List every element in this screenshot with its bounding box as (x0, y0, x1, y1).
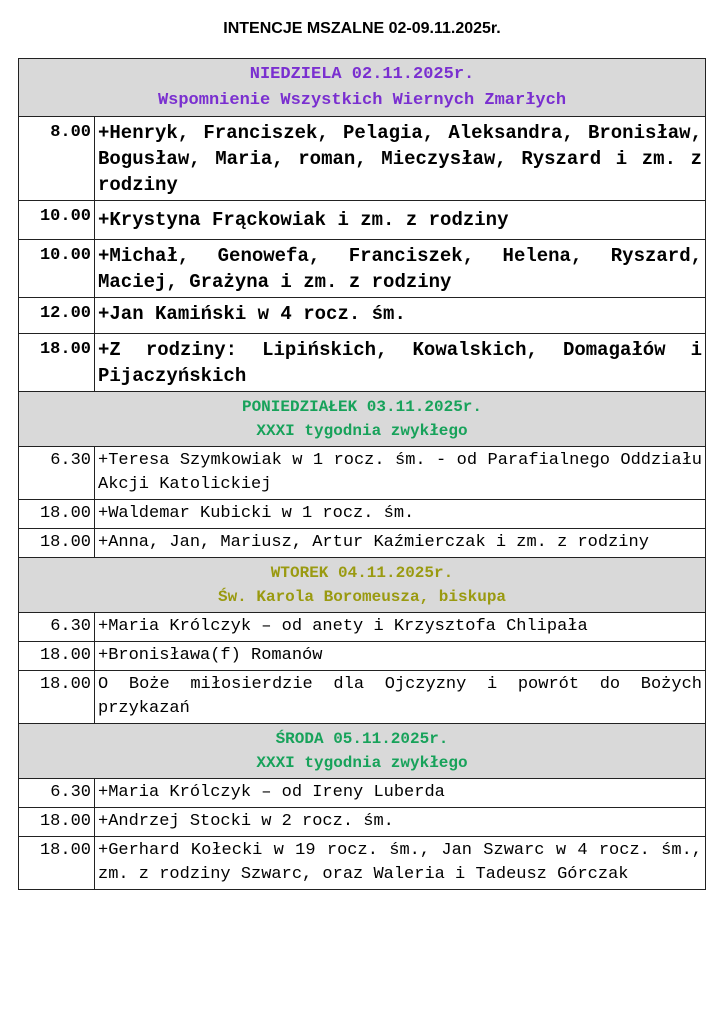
mass-time: 12.00 (19, 298, 95, 334)
day-date: NIEDZIELA 02.11.2025r. (249, 64, 475, 84)
mass-intention: +Anna, Jan, Mariusz, Artur Kaźmierczak i zm. z rodziny (95, 529, 706, 558)
mass-row (19, 500, 706, 529)
mass-row (19, 117, 706, 201)
mass-row (19, 529, 706, 558)
mass-intention: O Boże miłosierdzie dla Ojczyzny i powrót do Bożych przykazań (95, 671, 706, 724)
day-date: WTOREK 04.11.2025r. (270, 564, 454, 582)
mass-time: 10.00 (19, 240, 95, 298)
mass-time: 10.00 (19, 201, 95, 240)
mass-row (19, 447, 706, 500)
mass-intention: +Waldemar Kubicki w 1 rocz. śm. (95, 500, 706, 529)
mass-row (19, 298, 706, 334)
day-header-wednesday (19, 724, 706, 779)
mass-row (19, 642, 706, 671)
mass-intention: +Michał, Genowefa, Franciszek, Helena, Ryszard, Maciej, Grażyna i zm. z rodziny (95, 240, 706, 298)
mass-time: 18.00 (19, 671, 95, 724)
mass-time: 6.30 (19, 447, 95, 500)
mass-time: 18.00 (19, 808, 95, 837)
mass-row (19, 808, 706, 837)
mass-time: 18.00 (19, 500, 95, 529)
day-feast: Św. Karola Boromeusza, biskupa (217, 588, 507, 606)
mass-intention: +Jan Kamiński w 4 rocz. śm. (95, 298, 706, 334)
mass-intention: +Teresa Szymkowiak w 1 rocz. śm. - od Parafialnego Oddziału Akcji Katolickiej (95, 447, 706, 500)
mass-intention: +Henryk, Franciszek, Pelagia, Aleksandra, Bronisław, Bogusław, Maria, roman, Mieczysław, Ryszard i zm. z rodziny (95, 117, 706, 201)
day-header-tuesday (19, 558, 706, 613)
mass-time: 6.30 (19, 613, 95, 642)
mass-intention: +Maria Królczyk – od Ireny Luberda (95, 779, 706, 808)
mass-row (19, 837, 706, 890)
mass-intention: +Bronisława(f) Romanów (95, 642, 706, 671)
day-feast: XXXI tygodnia zwykłego (256, 422, 468, 440)
day-feast: Wspomnienie Wszystkich Wiernych Zmarłych (157, 90, 567, 110)
mass-time: 18.00 (19, 642, 95, 671)
mass-intention: +Andrzej Stocki w 2 rocz. śm. (95, 808, 706, 837)
mass-row (19, 334, 706, 392)
day-header-cell (19, 392, 706, 447)
mass-intention: +Krystyna Frąckowiak i zm. z rodziny (95, 201, 706, 240)
day-header-cell (19, 59, 706, 117)
mass-row (19, 240, 706, 298)
mass-row (19, 201, 706, 240)
mass-time: 18.00 (19, 334, 95, 392)
mass-intention: +Maria Królczyk – od anety i Krzysztofa Chlipała (95, 613, 706, 642)
day-header-sunday (19, 59, 706, 117)
intentions-table (18, 58, 706, 890)
mass-time: 18.00 (19, 837, 95, 890)
mass-time: 8.00 (19, 117, 95, 201)
day-header-cell (19, 724, 706, 779)
mass-row (19, 613, 706, 642)
day-date: ŚRODA 05.11.2025r. (275, 730, 449, 748)
day-header-cell (19, 558, 706, 613)
mass-time: 6.30 (19, 779, 95, 808)
day-date: PONIEDZIAŁEK 03.11.2025r. (241, 398, 483, 416)
day-feast: XXXI tygodnia zwykłego (256, 754, 468, 772)
day-header-monday (19, 392, 706, 447)
mass-intention: +Gerhard Kołecki w 19 rocz. śm., Jan Szwarc w 4 rocz. śm., zm. z rodziny Szwarc, oraz Waleria i Tadeusz Górczak (95, 837, 706, 890)
mass-row (19, 779, 706, 808)
mass-time: 18.00 (19, 529, 95, 558)
mass-intention: +Z rodziny: Lipińskich, Kowalskich, Domagałów i Pijaczyńskich (95, 334, 706, 392)
mass-row (19, 671, 706, 724)
page-title: INTENCJE MSZALNE 02-09.11.2025r. (223, 20, 501, 37)
